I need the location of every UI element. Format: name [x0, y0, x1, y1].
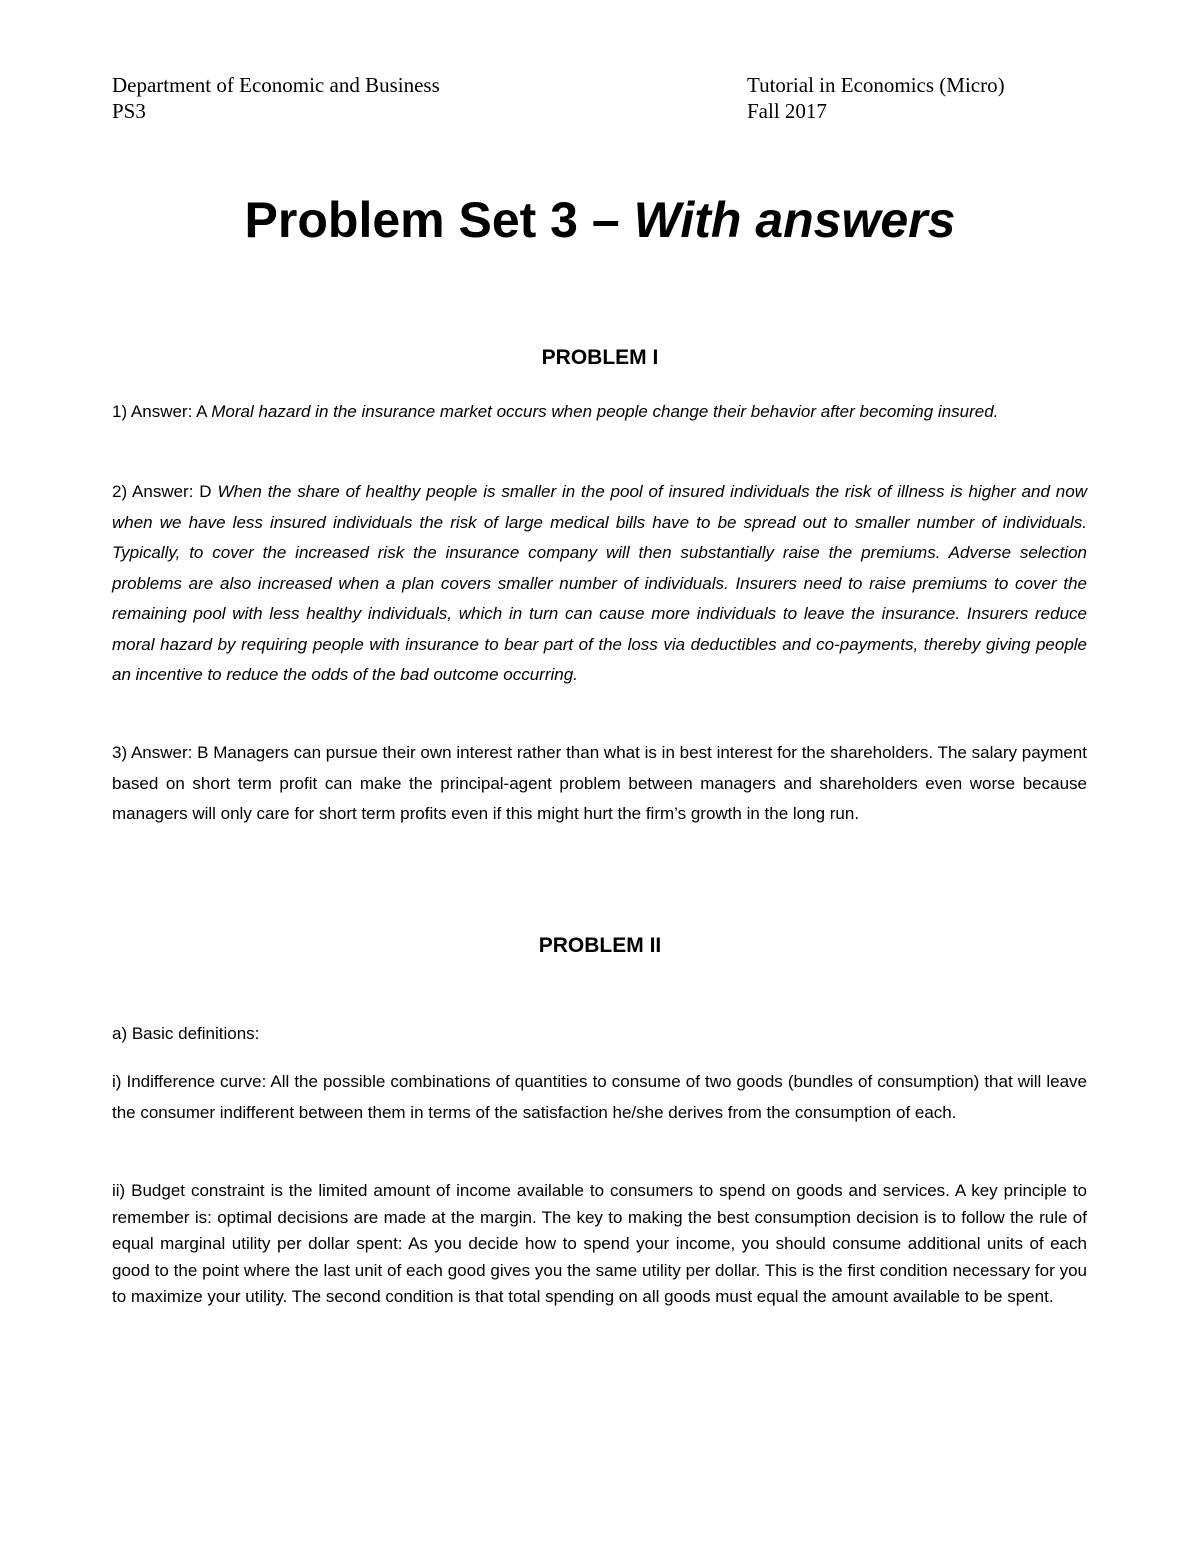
header-term: Fall 2017	[747, 99, 827, 123]
problem-2-part-a: a) Basic definitions:	[112, 1024, 260, 1043]
answer-2-text: When the share of healthy people is smaller in the pool of insured individuals the risk of illness is higher and now when we have less insured individuals the risk of large medical bills have to be spread out to smaller number of individuals. Typically, to cover the increased risk the insurance company will then substantially raise the premiums. Adverse selection problems are also increased when a plan covers smaller number of individuals. Insurers need to raise premiums to cover the remaining pool with less healthy individuals, which in turn can cause more individuals to leave the insurance. Insurers reduce moral hazard by requiring people with insurance to bear part of the loss via deductibles and co-payments, thereby giving people an incentive to reduce the odds of the bad outcome occurring.	[112, 482, 1087, 684]
page-title	[0, 188, 1200, 252]
problem-1-answer-3	[112, 738, 1087, 830]
title-main: Problem Set 3 –	[244, 192, 634, 248]
problem-2-definition-ii: ii) Budget constraint is the limited amount of income available to consumers to spend on goods and services. A key principle to remember is: optimal decisions are made at the margin. The key to making the best consumption decision is to follow the rule of equal marginal utility per dollar spent: As you decide how to spend your income, you should consume additional units of each good to the point where the last unit of each good gives you the same utility per dollar. This is the first condition necessary for you to maximize your utility. The second condition is that total spending on all goods must equal the amount available to be spent.	[112, 1181, 1087, 1306]
header-left	[112, 72, 440, 124]
header-right	[747, 72, 1005, 124]
problem-1-answer-1	[112, 397, 1087, 428]
answer-1-text: Moral hazard in the insurance market occurs when people change their behavior after becoming insured.	[211, 402, 999, 421]
answer-1-label: 1) Answer: A	[112, 402, 212, 421]
title-emphasis: With answers	[633, 192, 956, 248]
problem-2-heading: PROBLEM II	[538, 934, 662, 957]
header-ps-code: PS3	[112, 99, 146, 123]
problem-1-heading: PROBLEM I	[541, 346, 659, 369]
answer-2-label: 2) Answer: D	[112, 482, 218, 501]
problem-1-answer-2	[112, 477, 1087, 691]
header-course: Tutorial in Economics (Micro)	[747, 73, 1005, 97]
problem-2-definition-i: i) Indifference curve: All the possible combinations of quantities to consume of two goods (bundles of consumption) that will leave the consumer indifferent between them in terms of the satisfaction he/she derives from the consumption of each.	[112, 1072, 1087, 1122]
answer-3-label: 3) Answer: B	[112, 743, 214, 762]
header-department: Department of Economic and Business	[112, 73, 440, 97]
answer-3-text: Managers can pursue their own interest rather than what is in best interest for the shareholders. The salary payment based on short term profit can make the principal-agent problem between managers and shareholders even worse because managers will only care for short term profits even if this might hurt the firm’s growth in the long run.	[112, 743, 1087, 823]
